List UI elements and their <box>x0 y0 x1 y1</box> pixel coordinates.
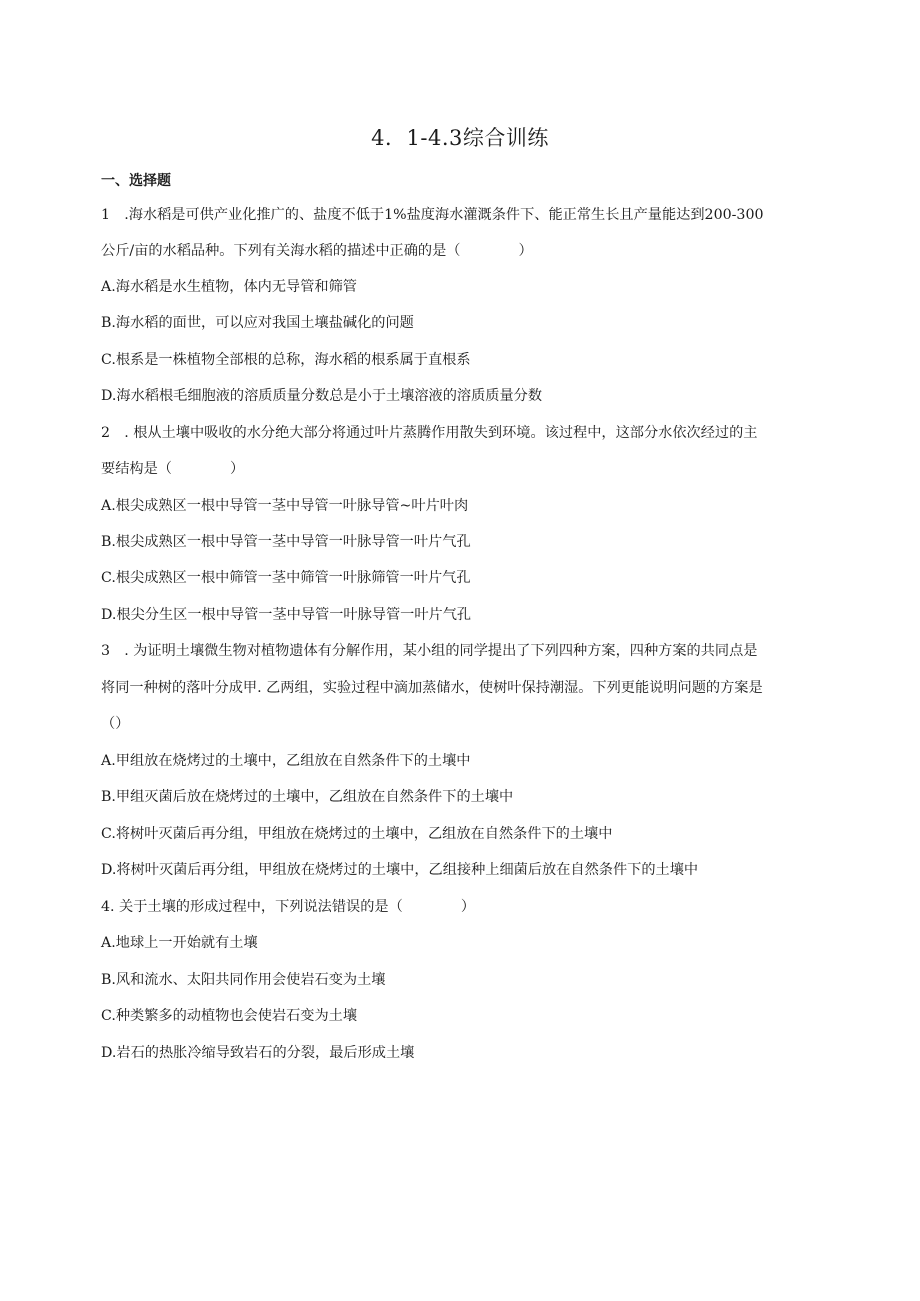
question-4-option-c: C.种类繁多的动植物也会使岩石变为土壤 <box>101 1008 358 1024</box>
question-1-close-paren: ） <box>518 243 533 259</box>
question-2-option-a: A.根尖成熟区一根中导管一茎中导管一叶脉导管~叶片叶肉 <box>101 498 469 514</box>
question-2-option-c: C.根尖成熟区一根中筛管一茎中筛管一叶脉筛管一叶片气孔 <box>101 570 471 586</box>
question-2-stem-line-1: 2 . 根从土壤中吸收的水分绝大部分将通过叶片蒸腾作用散失到环境。该过程中，这部分水依次经过的主 <box>101 425 758 441</box>
section-heading: 一、选择题 <box>101 173 171 189</box>
question-3-option-a: A.甲组放在烧烤过的土壤中，乙组放在自然条件下的土壤中 <box>101 753 471 769</box>
question-3-option-b: B.甲组灭菌后放在烧烤过的土壤中，乙组放在自然条件下的土壤中 <box>101 789 514 805</box>
question-4-stem-text: 4. 关于土壤的形成过程中，下列说法错误的是（ <box>101 899 403 915</box>
question-2-option-d: D.根尖分生区一根中导管一茎中导管一叶脉导管一叶片气孔 <box>101 607 472 623</box>
question-3-stem-line-3: （） <box>101 716 130 732</box>
question-1-option-d: D.海水稻根毛细胞液的溶质质量分数总是小于土壤溶液的溶质质量分数 <box>101 388 543 404</box>
question-4-option-b: B.风和流水、太阳共同作用会使岩石变为土壤 <box>101 972 386 988</box>
question-1-option-a: A.海水稻是水生植物，体内无导管和筛管 <box>101 279 357 295</box>
question-3-stem-line-2: 将同一种树的落叶分成甲. 乙两组，实验过程中滴加蒸储水，使树叶保持潮湿。下列更能说明问题的方案是 <box>101 680 763 696</box>
question-2-stem-text: 要结构是（ <box>101 461 172 477</box>
question-4-option-d: D.岩石的热胀冷缩导致岩石的分裂，最后形成土壤 <box>101 1045 415 1061</box>
question-3-stem-line-1: 3 . 为证明土壤微生物对植物遗体有分解作用，某小组的同学提出了下列四种方案，四种方案的共同点是 <box>101 643 758 659</box>
page-title: 4．1-4.3综合训练 <box>371 126 549 150</box>
question-1-stem-line-2 <box>101 241 533 261</box>
question-2-close-paren: ） <box>229 461 245 477</box>
question-2-option-b: B.根尖成熟区一根中导管一茎中导管一叶脉导管一叶片气孔 <box>101 534 471 550</box>
question-1-option-c: C.根系是一株植物全部根的总称，海水稻的根系属于直根系 <box>101 352 471 368</box>
question-3-option-d: D.将树叶灭菌后再分组，甲组放在烧烤过的土壤中，乙组接种上细菌后放在自然条件下的土壤中 <box>101 862 699 878</box>
question-4-close-paren: ） <box>460 899 476 915</box>
question-1-option-b: B.海水稻的面世，可以应对我国土壤盐碱化的问题 <box>101 315 414 331</box>
question-2-stem-line-2 <box>101 459 244 479</box>
question-3-option-c: C.将树叶灭菌后再分组，甲组放在烧烤过的土壤中，乙组放在自然条件下的土壤中 <box>101 826 613 842</box>
question-4-stem-line-1 <box>101 897 475 917</box>
question-4-option-a: A.地球上一开始就有土壤 <box>101 935 258 951</box>
question-1-stem-line-1: 1 .海水稻是可供产业化推广的、盐度不低于1%盐度海水灌溉条件下、能正常生长且产量能达到200-300 <box>101 207 764 223</box>
question-1-stem-text: 公斤/亩的水稻品种。下列有关海水稻的描述中正确的是（ <box>101 243 461 259</box>
